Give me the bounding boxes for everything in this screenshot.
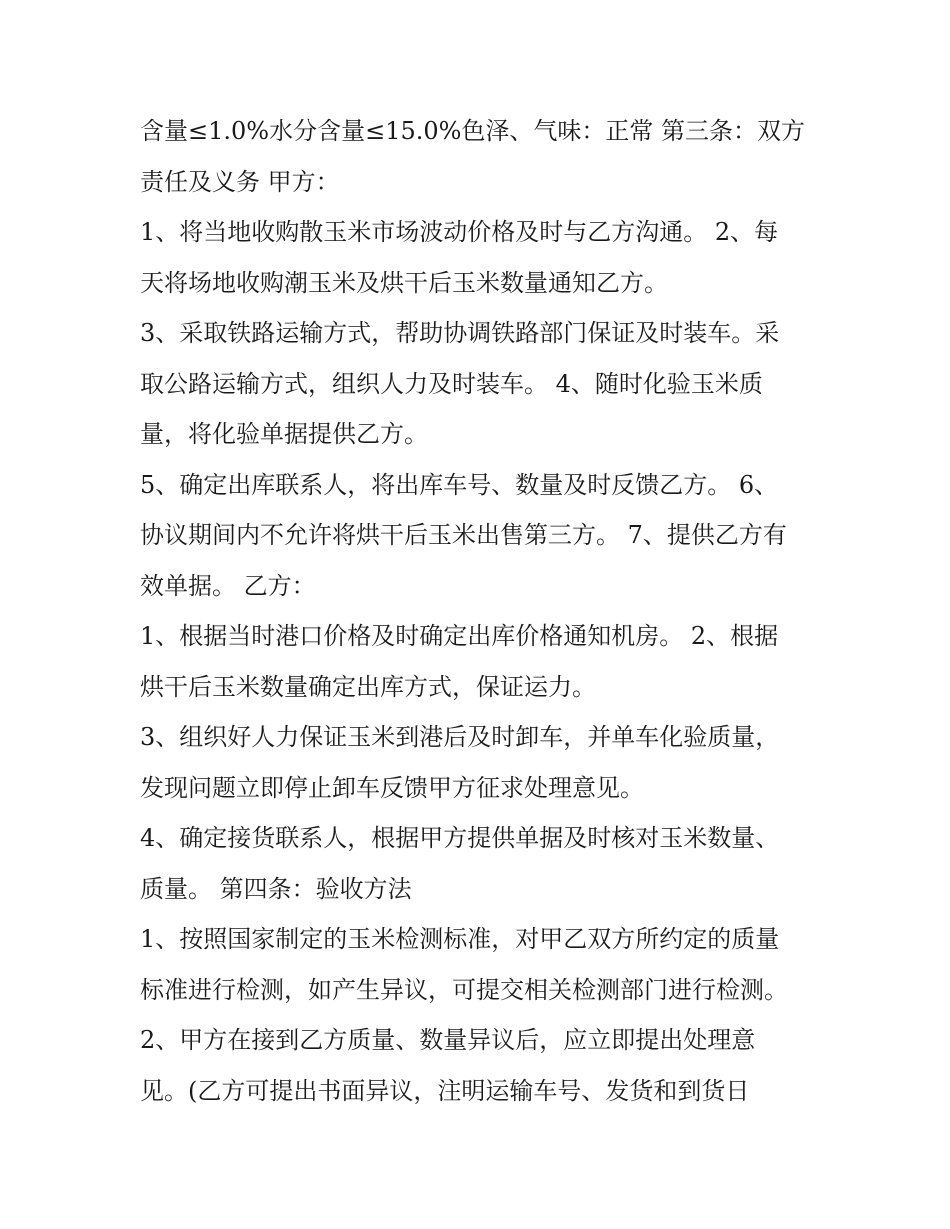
text-line: 1、根据当时港口价格及时确定出库价格通知机房。 2、根据 — [140, 622, 779, 650]
text-line: 效单据。 乙方： — [140, 572, 316, 600]
text-line: 见。(乙方可提出书面异议，注明运输车号、发货和到货日 — [140, 1077, 750, 1105]
text-line: 3、采取铁路运输方式，帮助协调铁路部门保证及时装车。采 — [140, 319, 780, 347]
text-line: 3、组织好人力保证玉米到港后及时卸车，并单车化验质量， — [140, 723, 780, 751]
text-line: 1、按照国家制定的玉米检测标准，对甲乙双方所约定的质量 — [140, 925, 780, 953]
text-line: 量，将化验单据提供乙方。 — [140, 420, 428, 448]
text-line: 5、确定出库联系人，将出库车号、数量及时反馈乙方。 6、 — [140, 471, 779, 499]
text-line: 协议期间内不允许将烘干后玉米出售第三方。 7、提供乙方有 — [140, 521, 787, 549]
text-line: 质量。 第四条：验收方法 — [140, 875, 412, 903]
text-line: 2、甲方在接到乙方质量、数量异议后，应立即提出处理意 — [140, 1026, 756, 1054]
text-line: 取公路运输方式，组织人力及时装车。 4、随时化验玉米质 — [140, 370, 763, 398]
text-line: 发现问题立即停止卸车反馈甲方征求处理意见。 — [140, 774, 644, 802]
text-line: 责任及义务 甲方： — [140, 168, 340, 196]
text-line: 1、将当地收购散玉米市场波动价格及时与乙方沟通。 2、每 — [140, 218, 779, 246]
text-line: 标准进行检测，如产生异议，可提交相关检测部门进行检测。 — [140, 976, 788, 1004]
text-line: 4、确定接货联系人，根据甲方提供单据及时核对玉米数量、 — [140, 824, 780, 852]
text-line: 含量≤1.0%水分含量≤15.0%色泽、气味：正常 第三条：双方 — [140, 117, 806, 145]
text-line: 烘干后玉米数量确定出库方式，保证运力。 — [140, 673, 596, 701]
text-line: 天将场地收购潮玉米及烘干后玉米数量通知乙方。 — [140, 269, 668, 297]
